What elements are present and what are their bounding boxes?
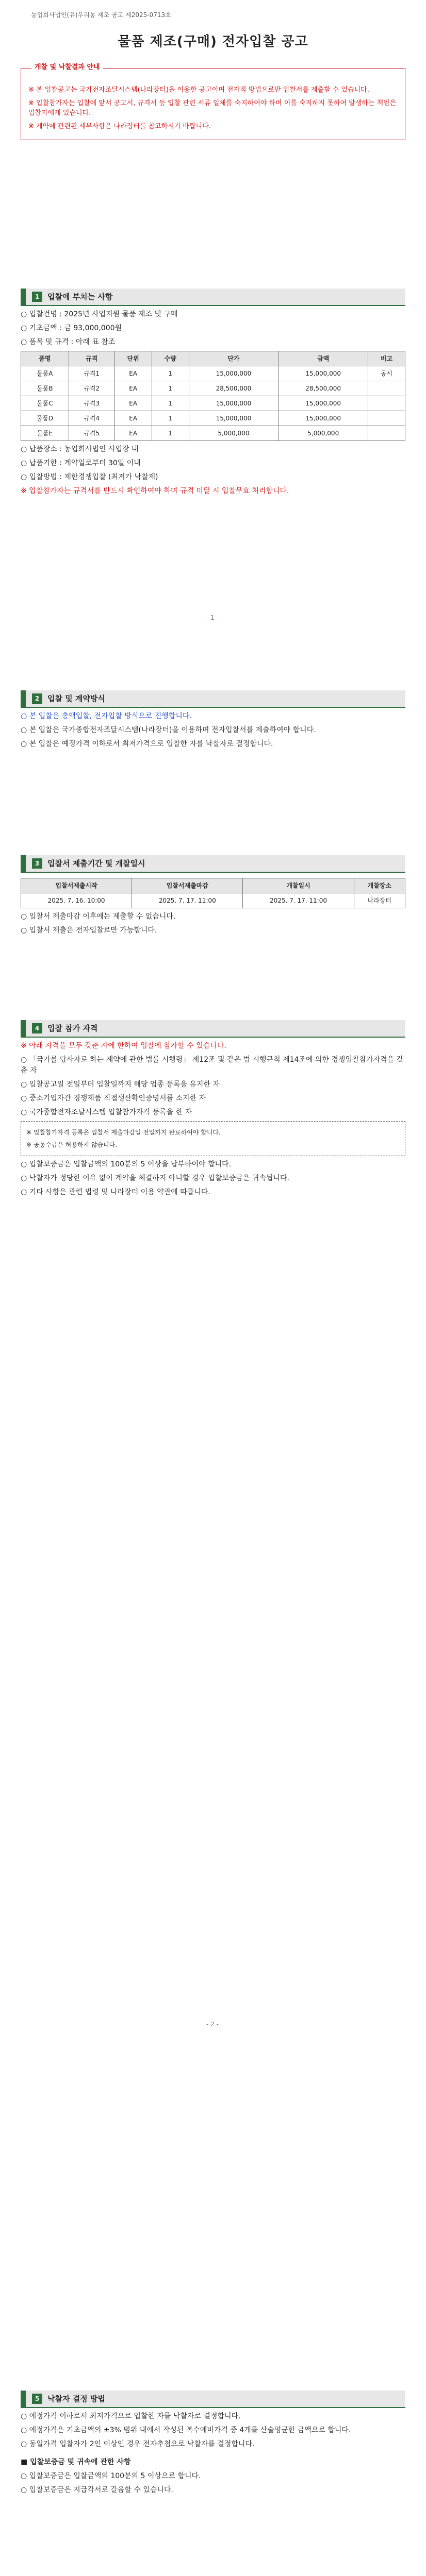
section-title: 입찰서 제출기간 및 개찰일시	[47, 858, 145, 868]
section-item: ○ 품목 및 규격 : 아래 표 참조	[21, 338, 116, 346]
table-cell: 1	[152, 426, 189, 441]
section-item: ○ 납품장소 : 농업회사법인 사업장 내	[21, 445, 139, 453]
table-row	[21, 893, 405, 908]
table-cell: 물품D	[21, 411, 69, 426]
notice-heading: 개찰 및 낙찰결과 안내	[31, 62, 103, 73]
section-item: ○ 본 입찰은 총액입찰, 전자입찰 방식으로 진행합니다.	[21, 712, 192, 720]
table-cell	[368, 426, 405, 441]
section-item: ○ 중소기업자간 경쟁제품 직접생산확인증명서를 소지한 자	[21, 1094, 206, 1103]
notice-box	[21, 63, 405, 140]
table-cell: 15,000,000	[278, 396, 368, 411]
table-header: 수량	[152, 351, 189, 366]
page-number: - 1 -	[206, 614, 219, 621]
table-cell: 2025. 7. 16. 10:00	[21, 893, 132, 908]
notice-line: ※ 입찰참가자는 입찰에 앞서 공고서, 규격서 등 입찰 관련 서류 일체를 숙지하여야 하며 이를 숙지하지 못하여 발생하는 책임은 입찰자에게 있습니다.	[28, 99, 397, 117]
note-line: ※ 입찰참가자격 등록은 입찰서 제출마감일 전일까지 완료하여야 합니다.	[26, 1129, 221, 1136]
table-cell: 규격2	[69, 381, 114, 396]
table-cell: EA	[114, 381, 152, 396]
section-item: ○ 납품기한 : 계약일로부터 30일 이내	[21, 459, 141, 467]
table-cell	[368, 396, 405, 411]
section-item: ○ 입찰보증금은 지급각서로 갈음할 수 있습니다.	[21, 2486, 173, 2494]
section-item: ○ 본 입찰은 예정가격 이하로서 최저가격으로 입찰한 자를 낙찰자로 결정합니다.	[21, 740, 273, 748]
section-item: ○ 입찰공고일 전일부터 입찰일까지 해당 업종 등록을 유지한 자	[21, 1080, 220, 1089]
page-title: 물품 제조(구매) 전자입찰 공고	[118, 34, 308, 49]
section-header	[21, 855, 405, 872]
section-item: ○ 입찰방법 : 제한경쟁입찰 (최저가 낙찰제)	[21, 473, 158, 481]
section-title: 입찰 참가 자격	[47, 1023, 98, 1033]
warning-note: ※ 아래 자격을 모두 갖춘 자에 한하여 입찰에 참가할 수 있습니다.	[21, 1042, 226, 1050]
table-cell: 물품A	[21, 366, 69, 381]
table-cell: 물품B	[21, 381, 69, 396]
section-number: 4	[32, 1023, 42, 1033]
table-cell: 5,000,000	[189, 426, 278, 441]
table-header: 단가	[189, 351, 278, 366]
section-item: ○ 동일가격 입찰자가 2인 이상인 경우 전자추첨으로 낙찰자를 결정합니다.	[21, 2440, 255, 2448]
section-header	[21, 2391, 405, 2407]
table-cell: 15,000,000	[189, 396, 278, 411]
table-cell: EA	[114, 426, 152, 441]
table-cell: 규격1	[69, 366, 114, 381]
table-row	[21, 381, 405, 396]
section-number: 2	[32, 693, 42, 704]
table-cell: 5,000,000	[278, 426, 368, 441]
table-header: 단위	[114, 351, 152, 366]
table-header: 금액	[278, 351, 368, 366]
table-header: 개찰일시	[243, 878, 354, 893]
section-item: ○ 국가종합전자조달시스템 입찰참가자격 등록을 한 자	[21, 1108, 192, 1116]
table-cell: 28,500,000	[189, 381, 278, 396]
table-header: 입찰서제출마감	[132, 878, 243, 893]
table-cell: 2025. 7. 17. 11:00	[132, 893, 243, 908]
item-table	[21, 351, 405, 441]
section-item: ○ 입찰보증금은 입찰금액의 100분의 5 이상으로 합니다.	[21, 2472, 201, 2480]
table-cell: 규격4	[69, 411, 114, 426]
table-row	[21, 366, 405, 381]
section-item: ○ 기초금액 : 금 93,000,000원	[21, 324, 122, 332]
section-title: 입찰에 부치는 사항	[47, 292, 113, 301]
section-number: 1	[32, 292, 42, 302]
table-cell: 물품C	[21, 396, 69, 411]
table-cell: 1	[152, 381, 189, 396]
section-item: ○ 예정가격은 기초금액의 ±3% 범위 내에서 작성된 복수예비가격 중 4개를 산술평균한 금액으로 합니다.	[21, 2426, 351, 2434]
table-header: 입찰서제출시작	[21, 878, 132, 893]
table-cell: 공시	[368, 366, 405, 381]
table-cell: 1	[152, 396, 189, 411]
section-item: ○ 예정가격 이하로서 최저가격으로 입찰한 자를 낙찰자로 결정합니다.	[21, 2412, 241, 2420]
section-header	[21, 1020, 405, 1037]
section-1	[21, 289, 405, 500]
table-cell	[368, 411, 405, 426]
section-header	[21, 289, 405, 305]
section-title: 낙찰자 결정 방법	[47, 2394, 105, 2403]
notice-line: ※ 본 입찰공고는 국가전자조달시스템(나라장터)을 이용한 공고이며 전자적 방법으로만 입찰서를 제출할 수 있습니다.	[28, 86, 369, 94]
section-4	[21, 1020, 405, 1201]
table-cell: 15,000,000	[278, 411, 368, 426]
warning-note: ※ 입찰참가자는 규격서를 반드시 확인하여야 하며 규격 미달 시 입찰무효 처리합니다.	[21, 487, 289, 495]
note-box	[21, 1121, 405, 1156]
table-cell: EA	[114, 411, 152, 426]
table-row	[21, 396, 405, 411]
notice-line: ※ 계약에 관련된 세부사항은 나라장터를 참고하시기 바랍니다.	[28, 122, 211, 130]
section-item: ○ 「국가를 당사자로 하는 계약에 관한 법률 시행령」 제12조 및 같은 법 시행규칙 제14조에 의한 경쟁입찰참가자격을 갖춘 자	[21, 1056, 404, 1075]
subsection-title: ■ 입찰보증금 및 귀속에 관한 사항	[21, 2458, 131, 2466]
section-item: ○ 입찰서 제출은 전자입찰로만 가능합니다.	[21, 926, 157, 935]
section-number: 5	[32, 2394, 42, 2404]
page-number: - 2 -	[206, 2021, 219, 2028]
table-cell: 15,000,000	[189, 411, 278, 426]
table-cell: 2025. 7. 17. 11:00	[243, 893, 354, 908]
table-cell: 1	[152, 411, 189, 426]
table-cell: 나라장터	[354, 893, 405, 908]
section-item: ○ 입찰건명 : 2025년 사업지원 물품 제조 및 구매	[21, 310, 178, 318]
table-row	[21, 411, 405, 426]
table-cell: 28,500,000	[278, 381, 368, 396]
section-item: ○ 낙찰자가 정당한 이유 없이 계약을 체결하지 아니할 경우 입찰보증금은 귀속됩니다.	[21, 1174, 289, 1182]
section-title: 입찰 및 계약방식	[47, 693, 105, 703]
table-header: 규격	[69, 351, 114, 366]
section-number: 3	[32, 858, 42, 869]
section-header	[21, 690, 405, 707]
note-line: ※ 공동수급은 허용하지 않습니다.	[26, 1141, 118, 1148]
schedule-table	[21, 878, 405, 908]
table-row	[21, 426, 405, 441]
table-cell: 15,000,000	[278, 366, 368, 381]
table-cell	[368, 381, 405, 396]
table-cell: 15,000,000	[189, 366, 278, 381]
table-cell: 1	[152, 366, 189, 381]
table-header: 개찰장소	[354, 878, 405, 893]
table-cell: EA	[114, 396, 152, 411]
section-2	[21, 690, 405, 753]
table-header: 품명	[21, 351, 69, 366]
section-3	[21, 855, 405, 939]
table-cell: 규격5	[69, 426, 114, 441]
section-item: ○ 본 입찰은 국가종합전자조달시스템(나라장터)을 이용하며 전자입찰서를 제출하여야 합니다.	[21, 726, 316, 734]
table-cell: EA	[114, 366, 152, 381]
section-item: ○ 기타 사항은 관련 법령 및 나라장터 이용 약관에 따릅니다.	[21, 1188, 210, 1196]
table-cell: 물품E	[21, 426, 69, 441]
document-number: 농업회사법인(유)우리농 제조 공고 제2025-0713호	[31, 11, 171, 19]
section-5	[21, 2391, 405, 2499]
table-cell: 규격3	[69, 396, 114, 411]
section-item: ○ 입찰보증금은 입찰금액의 100분의 5 이상을 납부하여야 합니다.	[21, 1160, 232, 1168]
section-item: ○ 입찰서 제출마감 이후에는 제출할 수 없습니다.	[21, 912, 176, 921]
table-header: 비고	[368, 351, 405, 366]
